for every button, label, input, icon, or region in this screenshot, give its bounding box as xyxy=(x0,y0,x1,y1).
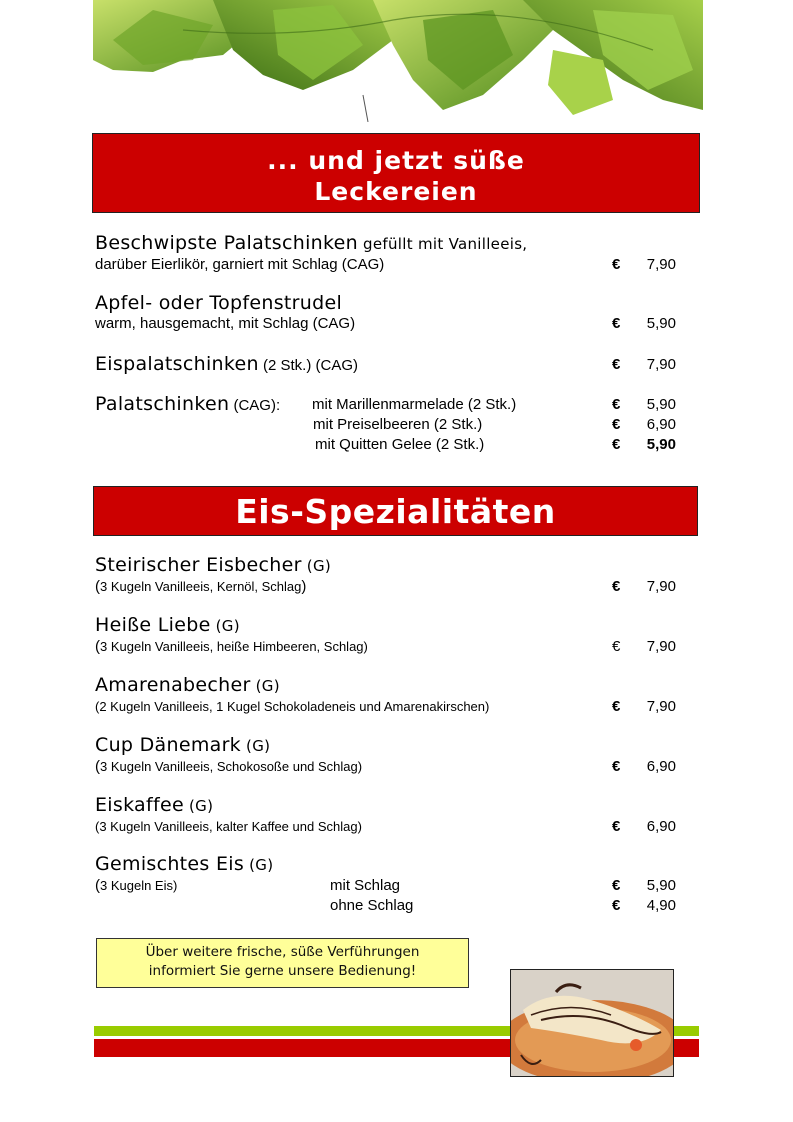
item-name: Gemischtes Eis xyxy=(95,853,245,875)
menu-item-strudel xyxy=(95,292,695,334)
variant-label: mit Marillenmarmelade (2 Stk.) xyxy=(312,396,517,413)
item-paren-open: ( xyxy=(95,638,100,655)
currency-symbol: € xyxy=(612,416,621,433)
info-note-line-1: Über weitere frische, süße Verführungen xyxy=(145,944,420,960)
item-paren-open: ( xyxy=(95,877,100,894)
item-description: 3 Kugeln Vanilleeis, Kernöl, Schlag xyxy=(100,579,302,594)
item-note: (2 Stk.) (CAG) xyxy=(258,357,358,374)
variant-label: mit Quitten Gelee (2 Stk.) xyxy=(315,436,485,453)
variant-price: 5,90 xyxy=(646,436,676,453)
item-name: Beschwipste Palatschinken xyxy=(95,232,358,254)
item-price: 7,90 xyxy=(646,356,676,373)
item-description: 3 Kugeln Vanilleeis, Schokosoße und Schlag) xyxy=(100,759,363,774)
variant-price: 5,90 xyxy=(646,877,676,894)
item-note: (CAG): xyxy=(229,397,281,414)
item-description: 3 Kugeln Vanilleeis, heiße Himbeeren, Schlag) xyxy=(100,639,368,654)
item-paren-close: ) xyxy=(301,578,307,595)
item-price: 6,90 xyxy=(646,758,676,775)
dessert-section-banner xyxy=(92,133,700,213)
item-name: Eiskaffee xyxy=(95,794,184,816)
menu-item-eispalatschinken xyxy=(95,353,695,375)
ice-section-banner: Eis-Spezialitäten xyxy=(93,486,698,536)
item-price: 6,90 xyxy=(646,818,676,835)
currency-symbol: € xyxy=(612,436,621,453)
item-note: (G) xyxy=(210,617,240,635)
currency-symbol: € xyxy=(612,818,621,835)
item-description: warm, hausgemacht, mit Schlag (CAG) xyxy=(95,315,356,332)
item-description: darüber Eierlikör, garniert mit Schlag (CAG) xyxy=(95,256,385,273)
item-note: (G) xyxy=(250,677,280,695)
banner-line-2: Leckereien xyxy=(314,177,478,206)
menu-item-beschwipste-palatschinken xyxy=(95,232,695,275)
currency-symbol: € xyxy=(612,897,621,914)
currency-symbol: € xyxy=(612,638,621,655)
item-name: Palatschinken xyxy=(95,393,230,415)
item-paren-open: ( xyxy=(95,578,100,595)
variant-price: 6,90 xyxy=(646,416,676,433)
item-name: Amarenabecher xyxy=(95,674,251,696)
currency-symbol: € xyxy=(612,256,621,273)
variant-price: 5,90 xyxy=(646,396,676,413)
item-name: Heiße Liebe xyxy=(95,614,211,636)
menu-item-eiskaffee xyxy=(95,794,695,837)
item-name: Cup Dänemark xyxy=(95,734,241,756)
variant-price: 4,90 xyxy=(646,897,676,914)
variant-label: mit Preiselbeeren (2 Stk.) xyxy=(313,416,483,433)
currency-symbol: € xyxy=(612,758,621,775)
menu-item-amarenabecher xyxy=(95,674,695,717)
currency-symbol: € xyxy=(612,356,621,373)
item-price: 7,90 xyxy=(646,638,676,655)
currency-symbol: € xyxy=(612,578,621,595)
vine-leaves-image xyxy=(93,0,703,122)
currency-symbol: € xyxy=(612,698,621,715)
variant-label: ohne Schlag xyxy=(330,897,414,914)
menu-item-gemischtes-eis xyxy=(95,853,695,916)
item-price: 5,90 xyxy=(646,315,676,332)
item-note: gefüllt mit Vanilleeis, xyxy=(357,235,528,253)
menu-item-palatschinken xyxy=(95,393,695,455)
menu-item-heisse-liebe xyxy=(95,614,695,657)
banner-line-1: ... und jetzt süße xyxy=(267,146,525,175)
variant-label: mit Schlag xyxy=(330,877,401,894)
item-description: (3 Kugeln Vanilleeis, kalter Kaffee und Schlag) xyxy=(95,819,362,834)
item-note: (G) xyxy=(301,557,332,575)
currency-symbol: € xyxy=(612,877,621,894)
item-price: 7,90 xyxy=(646,698,676,715)
info-note-line-2: informiert Sie gerne unsere Bedienung! xyxy=(148,963,417,979)
item-description: 3 Kugeln Eis) xyxy=(100,878,178,893)
item-note: (G) xyxy=(183,797,214,815)
crepe-dessert-photo xyxy=(510,969,674,1077)
item-description: (2 Kugeln Vanilleeis, 1 Kugel Schokoladeneis und Amarenakirschen) xyxy=(95,699,490,714)
currency-symbol: € xyxy=(612,315,621,332)
item-name: Steirischer Eisbecher xyxy=(95,554,302,576)
item-note: (G) xyxy=(244,856,274,874)
item-name: Apfel- oder Topfenstrudel xyxy=(95,292,343,314)
item-price: 7,90 xyxy=(646,578,676,595)
item-paren-open: ( xyxy=(95,758,100,775)
menu-item-cup-daenemark xyxy=(95,734,695,777)
item-note: (G) xyxy=(240,737,271,755)
item-name: Eispalatschinken xyxy=(95,353,259,375)
item-price: 7,90 xyxy=(646,256,676,273)
currency-symbol: € xyxy=(612,396,621,413)
menu-item-steirischer-eisbecher xyxy=(95,554,695,597)
info-note-box xyxy=(96,938,469,988)
